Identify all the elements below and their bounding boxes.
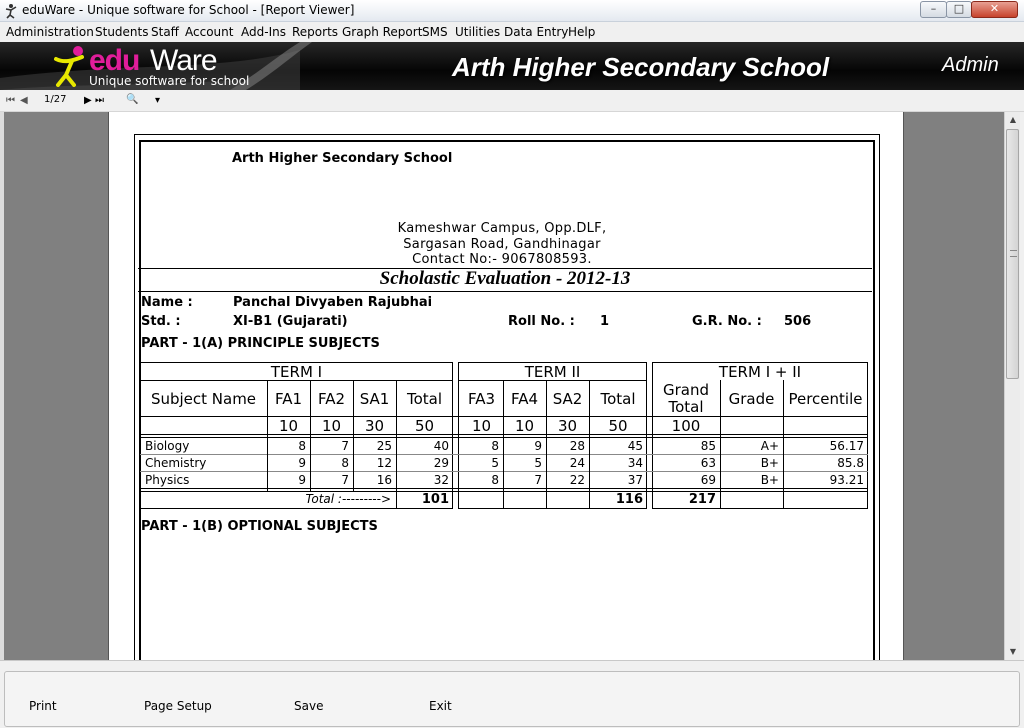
window-title: eduWare - Unique software for School - [Report Viewer] — [22, 3, 355, 17]
table-cell: 32 — [433, 473, 449, 487]
table-cell: 56.17 — [829, 439, 864, 453]
table-cell: 29 — [433, 456, 449, 470]
term1-header: TERM I — [270, 363, 323, 381]
table-cell: 8 — [491, 473, 499, 487]
max-total-term1: 50 — [414, 417, 435, 435]
menu-students[interactable]: Students — [95, 25, 149, 39]
table-cell: 25 — [376, 439, 392, 453]
name-label: Name : — [141, 295, 193, 310]
marks-table — [140, 362, 868, 509]
max-fa1: 10 — [278, 417, 299, 435]
table-cell: 8 — [298, 439, 306, 453]
col-grand-total-line2: Total — [668, 398, 704, 416]
table-cell: 7 — [341, 473, 349, 487]
max-fa2: 10 — [321, 417, 342, 435]
table-cell: 8 — [491, 439, 499, 453]
table-cell: 28 — [569, 439, 585, 453]
col-sa2: SA2 — [552, 390, 583, 408]
table-cell: B+ — [760, 473, 779, 487]
max-sa1: 30 — [364, 417, 385, 435]
report-school-name: Arth Higher Secondary School — [232, 151, 453, 166]
print-button[interactable]: Print — [29, 699, 57, 713]
std-label: Std. : — [141, 314, 181, 329]
table-cell: 85 — [700, 439, 716, 453]
col-fa4: FA4 — [510, 390, 539, 408]
table-cell: 37 — [627, 473, 643, 487]
max-total-term2: 50 — [608, 417, 628, 435]
table-cell: B+ — [760, 456, 779, 470]
menu-data-entry[interactable]: Data Entry — [504, 25, 569, 39]
app-banner — [0, 42, 1024, 90]
table-cell: 45 — [627, 439, 643, 453]
menu-account[interactable]: Account — [185, 25, 234, 39]
total-label: Total :---------> — [305, 492, 391, 506]
gr-number: 506 — [784, 314, 812, 329]
col-fa1: FA1 — [274, 390, 303, 408]
menu-staff[interactable]: Staff — [151, 25, 179, 39]
scroll-down-icon[interactable]: ▼ — [1009, 647, 1017, 656]
col-sa1: SA1 — [359, 390, 390, 408]
table-cell: 5 — [534, 456, 542, 470]
report-address-line-1: Kameshwar Campus, Opp.DLF, — [397, 221, 607, 236]
menu-bar — [0, 22, 1024, 42]
table-cell: A+ — [760, 439, 779, 453]
col-percentile: Percentile — [788, 390, 863, 408]
term12-header: TERM I + II — [718, 363, 802, 381]
menu-sms[interactable]: SMS — [422, 25, 448, 39]
table-row-subject: Physics — [145, 473, 190, 487]
menu-add-ins[interactable]: Add-Ins — [241, 25, 286, 39]
evaluation-title: Scholastic Evaluation - 2012-13 — [379, 268, 631, 289]
previous-page-icon[interactable]: ◀ — [20, 95, 28, 106]
table-cell: 9 — [534, 439, 542, 453]
table-cell: 22 — [569, 473, 585, 487]
table-rule — [140, 491, 868, 492]
student-std: XI-B1 (Gujarati) — [233, 314, 348, 329]
report-address-line-2: Sargasan Road, Gandhinagar — [403, 237, 601, 252]
next-page-icon[interactable]: ▶ — [84, 95, 92, 106]
roll-label: Roll No. : — [508, 314, 575, 329]
part-a-heading: PART - 1(A) PRINCIPLE SUBJECTS — [141, 336, 380, 351]
roll-number: 1 — [600, 314, 610, 329]
menu-help[interactable]: Help — [568, 25, 596, 39]
table-row-subject: Chemistry — [145, 456, 207, 470]
minimize-button[interactable]: – — [920, 1, 947, 18]
table-rule — [140, 471, 868, 472]
title-bar — [0, 0, 1024, 22]
term2-header: TERM II — [524, 363, 581, 381]
zoom-dropdown-icon[interactable]: ▾ — [155, 95, 161, 106]
menu-utilities[interactable]: Utilities — [455, 25, 501, 39]
bottom-button-bar — [0, 660, 1024, 728]
divider — [138, 291, 872, 292]
logo-ware-text: Ware — [150, 44, 217, 77]
col-fa3: FA3 — [467, 390, 496, 408]
exit-button[interactable]: Exit — [429, 699, 452, 713]
menu-reports[interactable]: Reports — [292, 25, 339, 39]
vertical-scrollbar[interactable] — [1004, 112, 1020, 660]
search-icon[interactable]: 🔍 — [126, 94, 139, 105]
total-term2: 116 — [615, 492, 643, 507]
scrollbar-thumb[interactable] — [1006, 129, 1019, 379]
part-b-heading: PART - 1(B) OPTIONAL SUBJECTS — [141, 519, 378, 534]
grip-icon — [1010, 250, 1017, 257]
table-cell: 63 — [700, 456, 716, 470]
col-grade: Grade — [728, 390, 775, 408]
table-rule — [140, 454, 868, 455]
table-cell: 16 — [376, 473, 392, 487]
col-fa2: FA2 — [317, 390, 346, 408]
first-page-icon[interactable]: ⏮ — [6, 95, 15, 106]
col-total-term2: Total — [600, 390, 636, 408]
page-indicator[interactable]: 1/27 — [44, 94, 67, 105]
max-sa2: 30 — [557, 417, 578, 435]
table-cell: 93.21 — [829, 473, 864, 487]
report-contact: Contact No:- 9067808593. — [412, 252, 592, 267]
table-cell: 9 — [298, 473, 306, 487]
total-grand: 217 — [688, 492, 716, 507]
total-term1: 101 — [421, 492, 449, 507]
table-cell: 8 — [341, 456, 349, 470]
max-fa4: 10 — [514, 417, 535, 435]
maximize-button[interactable]: □ — [946, 1, 972, 18]
logo-figure-icon — [50, 45, 90, 87]
app-icon — [3, 3, 19, 19]
table-cell: 85.8 — [837, 456, 864, 470]
table-cell: 24 — [569, 456, 585, 470]
table-cell: 5 — [491, 456, 499, 470]
max-fa3: 10 — [471, 417, 492, 435]
table-rule — [140, 488, 868, 489]
col-total-term1: Total — [406, 390, 443, 408]
col-subject-name: Subject Name — [150, 390, 257, 408]
last-page-icon[interactable]: ⏭ — [95, 95, 104, 106]
max-grand-total: 100 — [671, 417, 701, 435]
scroll-up-icon[interactable]: ▲ — [1009, 115, 1017, 124]
table-cell: 69 — [700, 473, 716, 487]
table-cell: 34 — [627, 456, 643, 470]
table-cell: 7 — [341, 439, 349, 453]
close-button[interactable]: ✕ — [971, 1, 1018, 18]
table-cell: 9 — [298, 456, 306, 470]
logo-edu-text: edu — [89, 44, 140, 77]
table-cell: 40 — [433, 439, 449, 453]
student-name: Panchal Divyaben Rajubhai — [233, 295, 433, 310]
logo-tagline: Unique software for school — [89, 74, 250, 88]
gr-label: G.R. No. : — [692, 314, 762, 329]
col-grand-total-line1: Grand — [662, 381, 709, 399]
current-user: Admin — [942, 54, 999, 76]
banner-school-name: Arth Higher Secondary School — [452, 52, 830, 82]
table-cell: 7 — [534, 473, 542, 487]
table-row-subject: Biology — [145, 439, 190, 453]
save-button[interactable]: Save — [294, 699, 324, 713]
table-rule — [140, 437, 868, 438]
report-viewer-toolbar — [0, 90, 1024, 112]
table-cell: 12 — [376, 456, 392, 470]
page-setup-button[interactable]: Page Setup — [144, 699, 212, 713]
menu-administration[interactable]: Administration — [6, 25, 94, 39]
menu-graph-report[interactable]: Graph Report — [342, 25, 423, 39]
